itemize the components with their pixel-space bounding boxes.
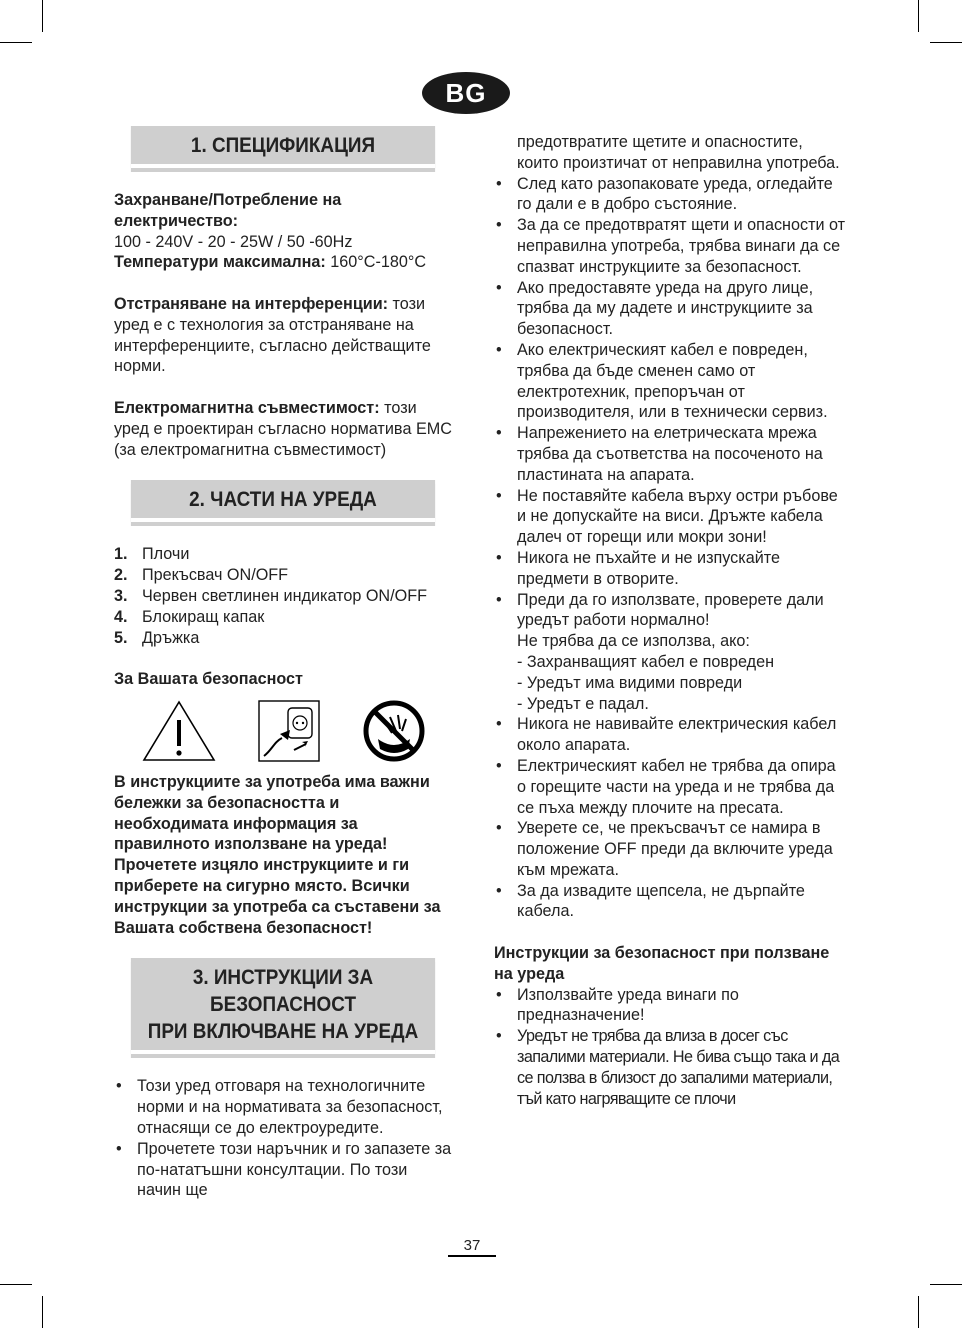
list-item: • Използвайте уреда винаги по предназначение! <box>494 985 846 1027</box>
crop-mark <box>0 42 32 43</box>
list-item: 3. Червен светлинен индикатор ON/OFF <box>114 586 427 605</box>
language-badge: BG <box>422 72 510 114</box>
temperature-label: Температури максимална: <box>114 253 326 272</box>
continuation-text: предотвратите щетите и опасностите, които произтичат от неправилна употреба. <box>517 133 840 172</box>
crop-mark <box>930 1284 962 1285</box>
section-parts <box>114 480 452 522</box>
list-item: 4. Блокиращ капак <box>114 607 265 626</box>
left-column <box>114 126 452 1201</box>
list-item: • Прочетете този наръчник и го запазете за по-нататъшни консултации. По този начин ще <box>114 1139 452 1201</box>
crop-mark <box>42 1296 43 1328</box>
emc-spec <box>114 398 452 460</box>
parts-list <box>114 544 452 648</box>
list-item: • Ако електрическият кабел е повреден, трябва да бъде сменен само от електротехник, препоръчан от производителя, или в технически сервиз. <box>494 340 846 423</box>
no-water-icon <box>362 699 426 763</box>
page-number: 37 <box>448 1236 496 1257</box>
power-value: 100 - 240V - 20 - 25W / 50 -60Hz <box>114 232 353 251</box>
emc-label: Електромагнитна съвместимост: <box>114 398 380 417</box>
safety-bullets-right <box>494 174 846 923</box>
temperature-spec <box>114 252 452 273</box>
list-item: 1. Плочи <box>114 545 190 564</box>
section-specification <box>114 126 452 168</box>
list-item: • Преди да го използвате, проверете дали уредът работи нормално! Не трябва да се използва, ако: - Захранващият кабел е повреден - Уредът има видими повреди - Уредът е падал. <box>494 590 846 715</box>
temperature-value: 160°C-180°C <box>325 253 427 272</box>
list-item: • Ако предоставяте уреда на друго лице, трябва да му дадете и инструкциите за безопасност. <box>494 278 846 340</box>
list-item: • Напрежението на елетрическата мрежа трябва да съответства на посоченото на пластината на апарата. <box>494 423 846 485</box>
plug-socket-icon <box>258 700 320 762</box>
list-item: • Уверете се, че прекъсвачът се намира в положение OFF преди да включите уреда към мрежата. <box>494 818 846 880</box>
power-label: Захранване/Потребление на електричество: <box>114 191 342 230</box>
section-safety-instructions <box>114 958 452 1054</box>
list-item: 2. Прекъсвач ON/OFF <box>114 566 289 585</box>
interference-text: този уред е с технология за отстраняване на интерференциите, съгласно действащите норми. <box>114 294 431 376</box>
crop-mark <box>930 42 962 43</box>
crop-mark <box>42 0 43 32</box>
list-item: • След като разопаковате уреда, огледайте го дали е в добро състояние. <box>494 174 846 216</box>
safety-heading: За Вашата безопасност <box>114 670 303 689</box>
warning-icon <box>142 700 216 762</box>
crop-mark <box>918 1296 919 1328</box>
list-item: • Не поставяйте кабела върху остри ръбове и не допускайте на виси. Дръжте кабела далеч от горещи или мокри зони! <box>494 486 846 548</box>
safety-icons <box>142 698 426 764</box>
list-item: • За да се предотвратят щети и опасности от неправилна употреба, трябва винаги да се спазват инструкциите за безопасност. <box>494 215 846 277</box>
list-item: • Никога не навивайте електрическия кабел около апарата. <box>494 714 846 756</box>
safety-note: В инструкциите за употреба има важни бележки за безопасността и необходимата информация за правилното използване на уреда! Прочетете изцяло инструкциите и ги приберете на сигурно място. Всички инструкции за употреба са съставени за Вашата собствена безопасност! <box>114 772 441 937</box>
list-item: • Електрическият кабел не трябва да опира о горещите части на уреда и не трябва да се пъха между плочите на пресата. <box>494 756 846 818</box>
section-title-specification: 1. СПЕЦИФИКАЦИЯ <box>131 126 435 168</box>
crop-mark <box>0 1284 32 1285</box>
interference-spec <box>114 294 452 377</box>
list-item: • Този уред отговаря на технологичните норми и на нормативата за безопасност, отнасящи се до електроуредите. <box>114 1076 452 1138</box>
usage-bullets <box>494 985 846 1110</box>
list-item: • За да извадите щепсела, не дърпайте кабела. <box>494 881 846 923</box>
section-title-safety: 3. ИНСТРУКЦИИ ЗА БЕЗОПАСНОСТ ПРИ ВКЛЮЧВАНЕ НА УРЕДА <box>131 958 435 1054</box>
list-item: • Уредът не трябва да влиза в досег със запалими материали. Не бива също така и да се ползва в близост до запалими материали, тъй като нагряващите се плочи <box>494 1026 846 1109</box>
power-spec <box>114 190 452 273</box>
emc-text: този уред е проектиран съгласно нормативa ЕМС (за електромагнитна съвместимост) <box>114 398 452 459</box>
interference-label: Отстраняване на интерференции: <box>114 294 389 313</box>
crop-mark <box>918 0 919 32</box>
usage-heading: Инструкции за безопасност при ползване на уреда <box>494 944 830 983</box>
section-title-parts: 2. ЧАСТИ НА УРЕДА <box>131 480 435 522</box>
list-item: • Никога не пъхайте и не изпускайте предмети в отворите. <box>494 548 846 590</box>
list-item: 5. Дръжка <box>114 628 200 647</box>
safety-bullets-left <box>114 1076 452 1201</box>
right-column <box>494 132 846 1109</box>
